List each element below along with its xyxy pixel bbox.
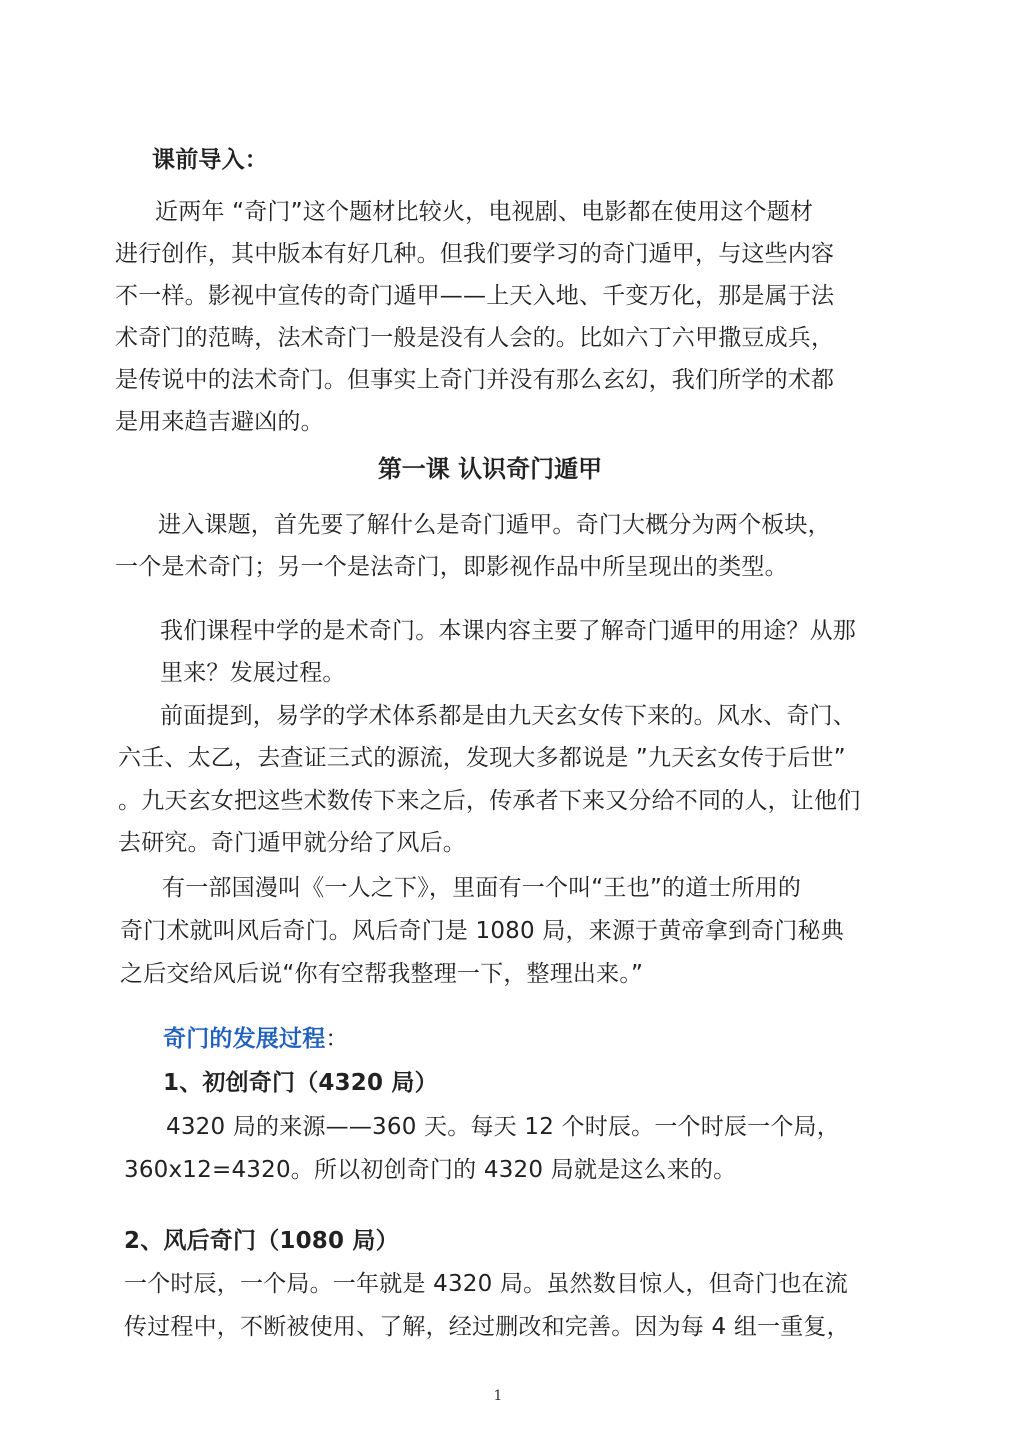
- development-heading-colon: ：: [325, 1026, 349, 1052]
- lesson-line: 。九天玄女把这些术数传下来之后，传承者下来又分给不同的人，让他们: [118, 788, 861, 814]
- item2-line: 一个时辰，一个局。一年就是 4320 局。虽然数目惊人，但奇门也在流: [124, 1271, 848, 1297]
- intro-line: 术奇门的范畴，法术奇门一般是没有人会的。比如六丁六甲撒豆成兵，: [115, 325, 835, 351]
- intro-heading: 课前导入：: [152, 147, 268, 173]
- lesson-line: 有一部国漫叫《一人之下》，里面有一个叫“王也”的道士所用的: [162, 875, 802, 901]
- intro-line: 不一样。影视中宣传的奇门遁甲——上天入地、千变万化，那是属于法: [115, 283, 835, 309]
- lesson-line: 进入课题，首先要了解什么是奇门遁甲。奇门大概分为两个板块，: [158, 512, 831, 538]
- lesson-line: 我们课程中学的是术奇门。本课内容主要了解奇门遁甲的用途？从那: [160, 618, 856, 644]
- item1-title: 1、初创奇门（4320 局）: [163, 1070, 438, 1096]
- intro-line: 进行创作，其中版本有好几种。但我们要学习的奇门遁甲，与这些内容: [115, 241, 835, 267]
- intro-line: 是用来趋吉避凶的。: [115, 409, 324, 435]
- lesson-line: 一个是术奇门；另一个是法奇门，即影视作品中所呈现出的类型。: [115, 554, 788, 580]
- lesson-line: 里来？发展过程。: [160, 660, 346, 686]
- intro-line: 近两年 “奇门”这个题材比较火，电视剧、电影都在使用这个题材: [155, 199, 814, 225]
- intro-line: 是传说中的法术奇门。但事实上奇门并没有那么玄幻，我们所学的术都: [115, 367, 835, 393]
- item1-line: 360x12=4320。所以初创奇门的 4320 局就是这么来的。: [124, 1157, 737, 1183]
- lesson-line: 六壬、太乙，去查证三式的源流，发现大多都说是 ”九天玄女传于后世”: [118, 745, 846, 771]
- lesson-title: 第一课 认识奇门遁甲: [377, 455, 603, 483]
- lesson-line: 奇门术就叫风后奇门。风后奇门是 1080 局，来源于黄帝拿到奇门秘典: [120, 918, 844, 944]
- development-heading: [163, 1024, 349, 1054]
- item2-title: 2、风后奇门（1080 局）: [124, 1228, 399, 1254]
- item1-line: 4320 局的来源——360 天。每天 12 个时辰。一个时辰一个局，: [166, 1114, 840, 1140]
- lesson-line: 去研究。奇门遁甲就分给了风后。: [118, 830, 466, 856]
- lesson-line: 之后交给风后说“你有空帮我整理一下，整理出来。”: [120, 961, 644, 987]
- page-number: 1: [493, 1388, 503, 1404]
- lesson-line: 前面提到，易学的学术体系都是由九天玄女传下来的。风水、奇门、: [160, 703, 856, 729]
- item2-line: 传过程中，不断被使用、了解，经过删改和完善。因为每 4 组一重复，: [124, 1314, 850, 1340]
- development-heading-text: 奇门的发展过程: [163, 1026, 326, 1052]
